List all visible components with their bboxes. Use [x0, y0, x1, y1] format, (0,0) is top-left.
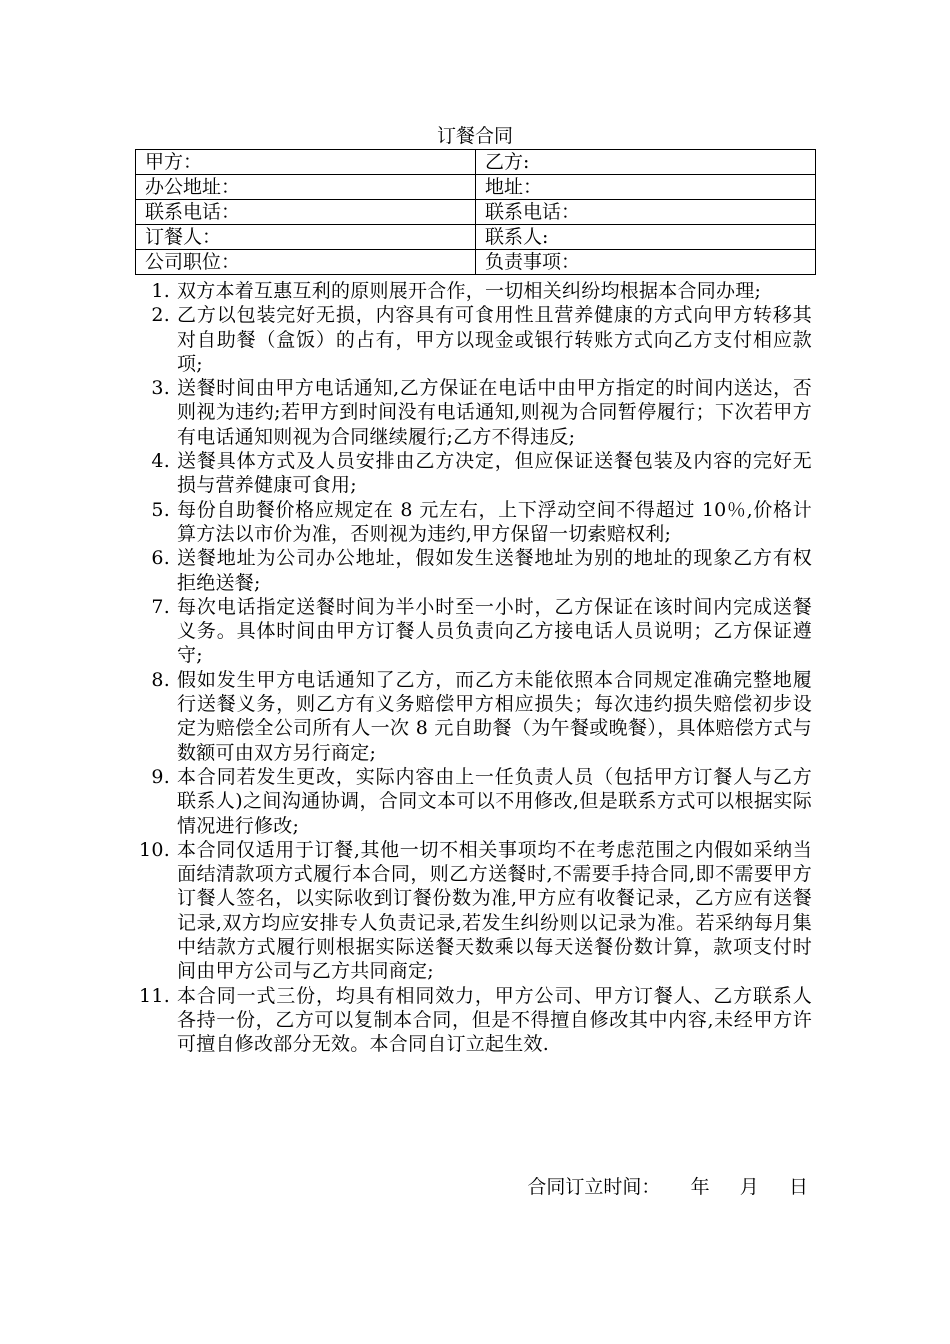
address-cell: 地址： — [476, 175, 816, 200]
table-row — [136, 150, 816, 175]
party-info-table — [135, 149, 816, 275]
item-number: 8. — [151, 668, 170, 691]
item-number: 1. — [151, 280, 170, 302]
item-number: 11. — [139, 984, 170, 1007]
item-text: 本合同仅适用于订餐,其他一切不相关事项均不在考虑范围之内假如采纳当面结清款项方式履行本合同，则乙方送餐时,不需要手持合同,即不需要甲方订餐人签名，以实际收到订餐份数为准,甲方应有收餐记录，乙方应有送餐记录,双方均应安排专人负责记录,若发生纠纷则以记录为准。若采纳每月集中结款方式履行则根据实际送餐天数乘以每天送餐份数计算，款项支付时间由甲方公司与乙方共同商定; — [177, 838, 812, 983]
contact-person-cell: 联系人: — [476, 225, 816, 250]
table-row — [136, 175, 816, 200]
contract-terms-list — [140, 279, 812, 1057]
item-text: 每次电话指定送餐时间为半小时至一小时，乙方保证在该时间内完成送餐义务。具体时间由甲方订餐人员负责向乙方接电话人员说明；乙方保证遵守; — [177, 595, 812, 667]
table-row — [136, 225, 816, 250]
list-item — [140, 498, 812, 547]
list-item — [140, 546, 812, 595]
document-title: 订餐合同 — [436, 125, 513, 147]
list-item — [140, 376, 812, 449]
item-text: 双方本着互惠互利的原则展开合作，一切相关纠纷均根据本合同办理; — [177, 280, 762, 302]
table-row — [136, 200, 816, 225]
list-item — [140, 838, 812, 984]
orderer-cell: 订餐人： — [136, 225, 476, 250]
item-number: 4. — [151, 450, 170, 473]
item-text: 送餐地址为公司办公地址，假如发生送餐地址为别的地址的现象乙方有权拒绝送餐; — [177, 547, 812, 594]
item-number: 5. — [151, 498, 170, 521]
responsibility-cell: 负责事项： — [476, 250, 816, 275]
item-number: 6. — [151, 547, 170, 570]
item-number: 10. — [139, 838, 170, 861]
list-item — [140, 984, 812, 1057]
office-address-cell: 办公地址： — [136, 175, 476, 200]
party-b-phone-cell: 联系电话： — [476, 200, 816, 225]
item-number: 9. — [151, 765, 170, 788]
item-text: 送餐时间由甲方电话通知,乙方保证在电话中由甲方指定的时间内送达，否则视为违约;若甲方到时间没有电话通知,则视为合同暂停履行；下次若甲方有电话通知则视为合同继续履行;乙方不得违反; — [177, 377, 812, 448]
list-item — [140, 595, 812, 668]
list-item — [140, 279, 812, 303]
item-text: 假如发生甲方电话通知了乙方，而乙方未能依照本合同规定准确完整地履行送餐义务，则乙方有义务赔偿甲方相应损失；每次违约损失赔偿初步设定为赔偿全公司所有人一次 8 元自助餐（为午餐或晚餐），具体赔偿方式与数额可由双方另行商定; — [177, 668, 812, 764]
list-item — [140, 765, 812, 838]
item-number: 3. — [151, 377, 170, 400]
table-row — [136, 250, 816, 275]
party-a-phone-cell: 联系电话： — [136, 200, 476, 225]
signing-date-line: 合同订立时间： 年 月 日 — [527, 1176, 808, 1198]
item-text: 送餐具体方式及人员安排由乙方决定，但应保证送餐包装及内容的完好无损与营养健康可食用; — [177, 450, 812, 497]
item-text: 乙方以包装完好无损，内容具有可食用性且营养健康的方式向甲方转移其对自助餐（盒饭）的占有，甲方以现金或银行转账方式向乙方支付相应款项; — [177, 304, 812, 375]
item-text: 本合同若发生更改，实际内容由上一任负责人员（包括甲方订餐人与乙方联系人)之间沟通协调，合同文本可以不用修改,但是联系方式可以根据实际情况进行修改; — [177, 765, 812, 837]
list-item — [140, 449, 812, 498]
party-b-cell: 乙方: — [476, 150, 816, 175]
item-text: 每份自助餐价格应规定在 8 元左右，上下浮动空间不得超过 10％,价格计算方法以市价为准，否则视为违约,甲方保留一切索赔权利; — [177, 498, 812, 545]
item-number: 2. — [151, 304, 170, 327]
party-a-cell: 甲方： — [136, 150, 476, 175]
item-text: 本合同一式三份，均具有相同效力，甲方公司、甲方订餐人、乙方联系人各持一份，乙方可以复制本合同，但是不得擅自修改其中内容,未经甲方许可擅自修改部分无效。本合同自订立起生效. — [177, 984, 812, 1056]
list-item — [140, 303, 812, 376]
position-cell: 公司职位： — [136, 250, 476, 275]
item-number: 7. — [151, 595, 170, 618]
list-item — [140, 668, 812, 765]
